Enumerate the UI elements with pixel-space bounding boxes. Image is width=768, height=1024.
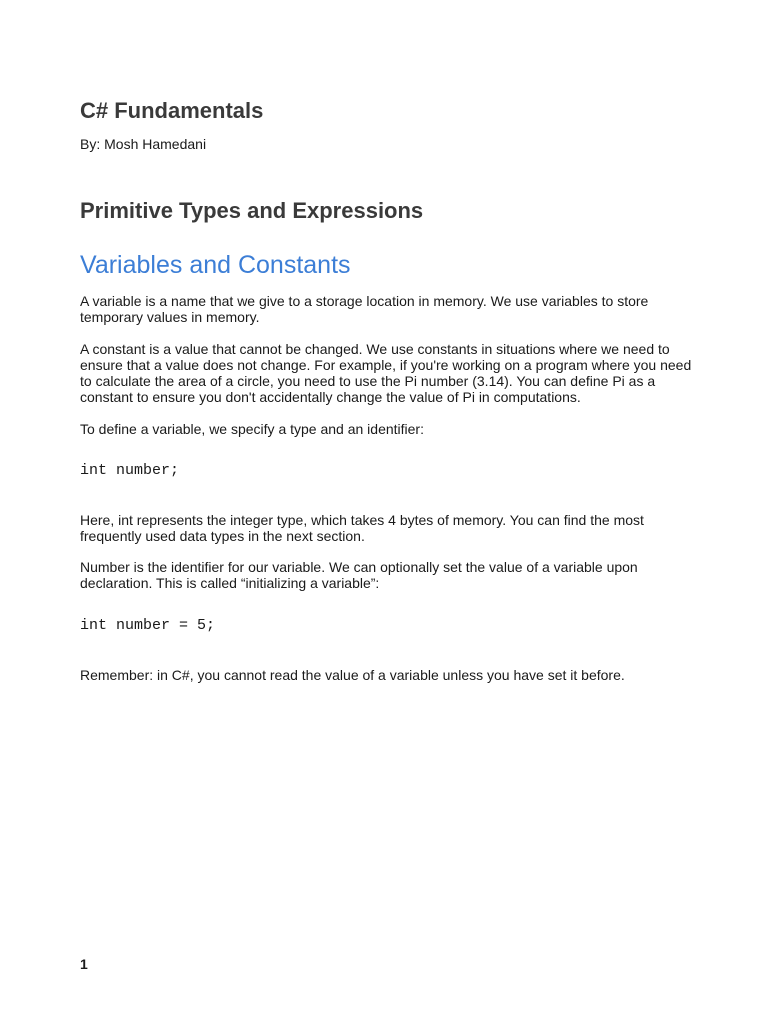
page-number: 1 (80, 956, 88, 972)
paragraph-constant-definition: A constant is a value that cannot be changed. We use constants in situations where we need to ensure that a value does not change. For example, if you're working on a program where you need to calculate the area of a circle, you need to use the Pi number (3.14). You can define Pi as a constant to ensure you don't accidentally change the value of Pi in computations. (80, 341, 692, 405)
paragraph-variable-definition: A variable is a name that we give to a storage location in memory. We use variables to store temporary values in memory. (80, 293, 649, 325)
paragraph-identifier: Number is the identifier for our variable. We can optionally set the value of a variable upon declaration. This is called “initializing a variable”: (80, 559, 638, 591)
section-heading: Primitive Types and Expressions (80, 198, 424, 223)
code-sample-initialization: int number = 5; (80, 617, 216, 634)
paragraph-remember-note: Remember: in C#, you cannot read the value of a variable unless you have set it before. (80, 667, 625, 683)
paragraph-define-variable: To define a variable, we specify a type and an identifier: (80, 421, 424, 437)
code-sample-declaration: int number; (80, 462, 180, 479)
subsection-heading: Variables and Constants (80, 251, 351, 279)
author-byline: By: Mosh Hamedani (80, 136, 207, 152)
paragraph-int-type: Here, int represents the integer type, which takes 4 bytes of memory. You can find the most frequently used data types in the next section. (80, 512, 644, 544)
document-title: C# Fundamentals (80, 98, 264, 123)
